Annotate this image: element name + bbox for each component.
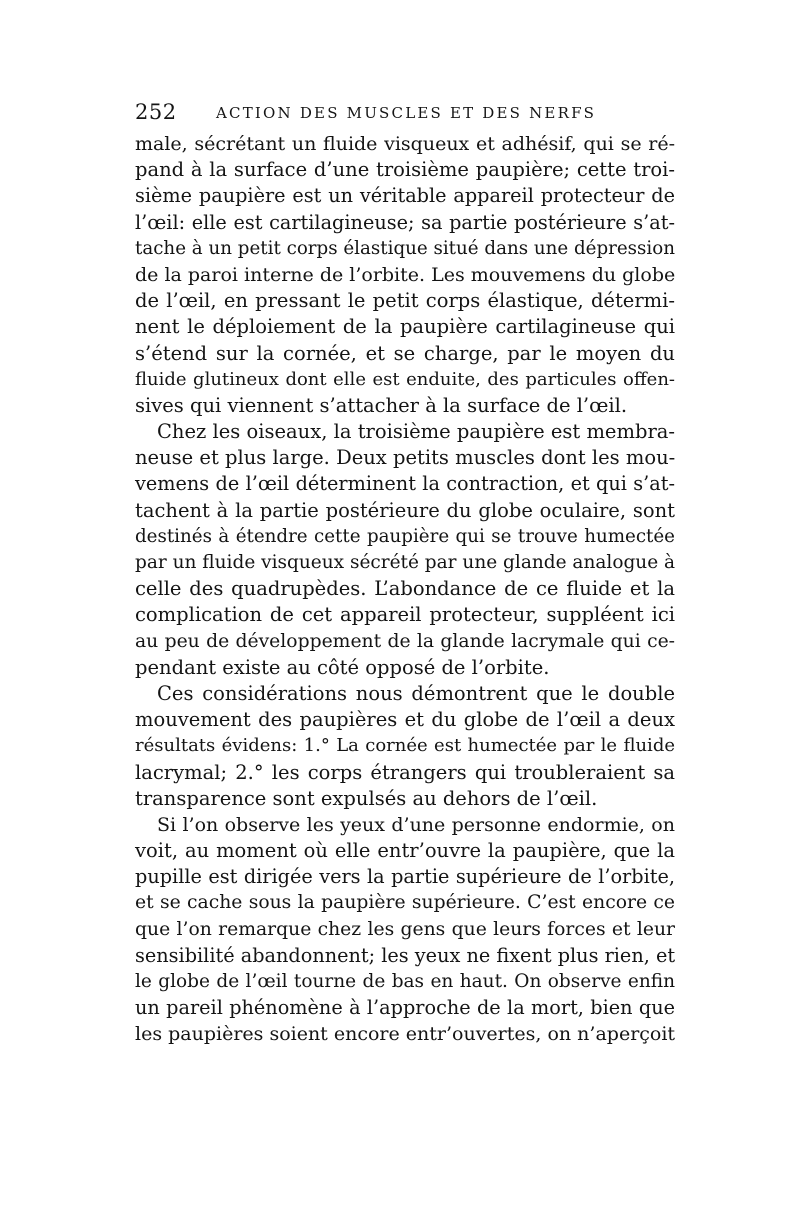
text-line: destinés à étendre cette paupière qui se trouve humectée bbox=[135, 525, 675, 547]
text-line: transparence sont expulsés au dehors de l’œil. bbox=[135, 786, 598, 810]
text-line: de l’œil, en pressant le petit corps élastique, détermi- bbox=[135, 289, 675, 313]
text-line: celle des quadrupèdes. L’abondance de ce fluide et la bbox=[135, 577, 675, 601]
text-line: sième paupière est un véritable appareil protecteur de bbox=[135, 184, 675, 208]
text-line: Ces considérations nous démontrent que le double bbox=[157, 681, 675, 705]
text-line: les paupières soient encore entr’ouvertes, on n’aperçoit bbox=[135, 1023, 676, 1046]
text-line: male, sécrétant un fluide visqueux et adhésif, qui se ré- bbox=[135, 133, 675, 155]
text-line: vemens de l’œil déterminent la contraction, et qui s’at- bbox=[135, 472, 675, 496]
text-line: mouvement des paupières et du globe de l’œil a deux bbox=[135, 708, 675, 732]
text-line: au peu de développement de la glande lacrymale qui ce- bbox=[135, 630, 675, 652]
text-line: pupille est dirigée vers la partie supérieure de l’orbite, bbox=[135, 865, 675, 889]
text-line: de la paroi interne de l’orbite. Les mouvemens du globe bbox=[135, 263, 676, 286]
text-line: complication de cet appareil protecteur, suppléent ici bbox=[135, 603, 675, 627]
text-line: voit, au moment où elle entr’ouvre la paupière, que la bbox=[135, 839, 675, 863]
text-line: pand à la surface d’une troisième paupière; cette troi- bbox=[135, 158, 675, 182]
text-line: Chez les oiseaux, la troisième paupière est membra- bbox=[157, 420, 675, 444]
running-head: ACTION DES MUSCLES ET DES NERFS bbox=[216, 104, 597, 122]
text-line: lacrymal; 2.° les corps étrangers qui troubleraient sa bbox=[135, 760, 675, 784]
page-number: 252 bbox=[135, 100, 177, 124]
text-line: l’œil: elle est cartilagineuse; sa partie postérieure s’at- bbox=[135, 210, 675, 234]
text-line: s’étend sur la cornée, et se charge, par le moyen du bbox=[135, 341, 675, 365]
text-line: Si l’on observe les yeux d’une personne endormie, on bbox=[157, 813, 675, 836]
text-line: nent le déploiement de la paupière cartilagineuse qui bbox=[135, 315, 675, 339]
text-line: résultats évidens: 1.° La cornée est humectée par le fluide bbox=[135, 735, 675, 757]
text-line: le globe de l’œil tourne de bas en haut. On observe enfin bbox=[135, 971, 675, 992]
text-line: que l’on remarque chez les gens que leurs forces et leur bbox=[135, 918, 675, 940]
text-line: par un fluide visqueux sécrété par une glande analogue à bbox=[135, 552, 676, 573]
text-line: tachent à la partie postérieure du globe oculaire, sont bbox=[135, 498, 675, 522]
text-line: neuse et plus large. Deux petits muscles dont les mou- bbox=[135, 446, 676, 470]
text-line: pendant existe au côté opposé de l’orbite. bbox=[135, 655, 550, 679]
text-line: et se cache sous la paupière supérieure. C’est encore ce bbox=[135, 892, 675, 914]
text-line: fluide glutineux dont elle est enduite, des particules offen- bbox=[135, 368, 675, 390]
text-line: sensibilité abandonnent; les yeux ne fixent plus rien, et bbox=[135, 943, 676, 967]
page-header bbox=[135, 100, 675, 130]
body-text bbox=[135, 131, 675, 1048]
text-line: sives qui viennent s’attacher à la surface de l’œil. bbox=[135, 393, 628, 417]
text-line: un pareil phénomène à l’approche de la mort, bien que bbox=[135, 996, 675, 1020]
text-line: tache à un petit corps élastique situé dans une dépression bbox=[135, 237, 675, 259]
